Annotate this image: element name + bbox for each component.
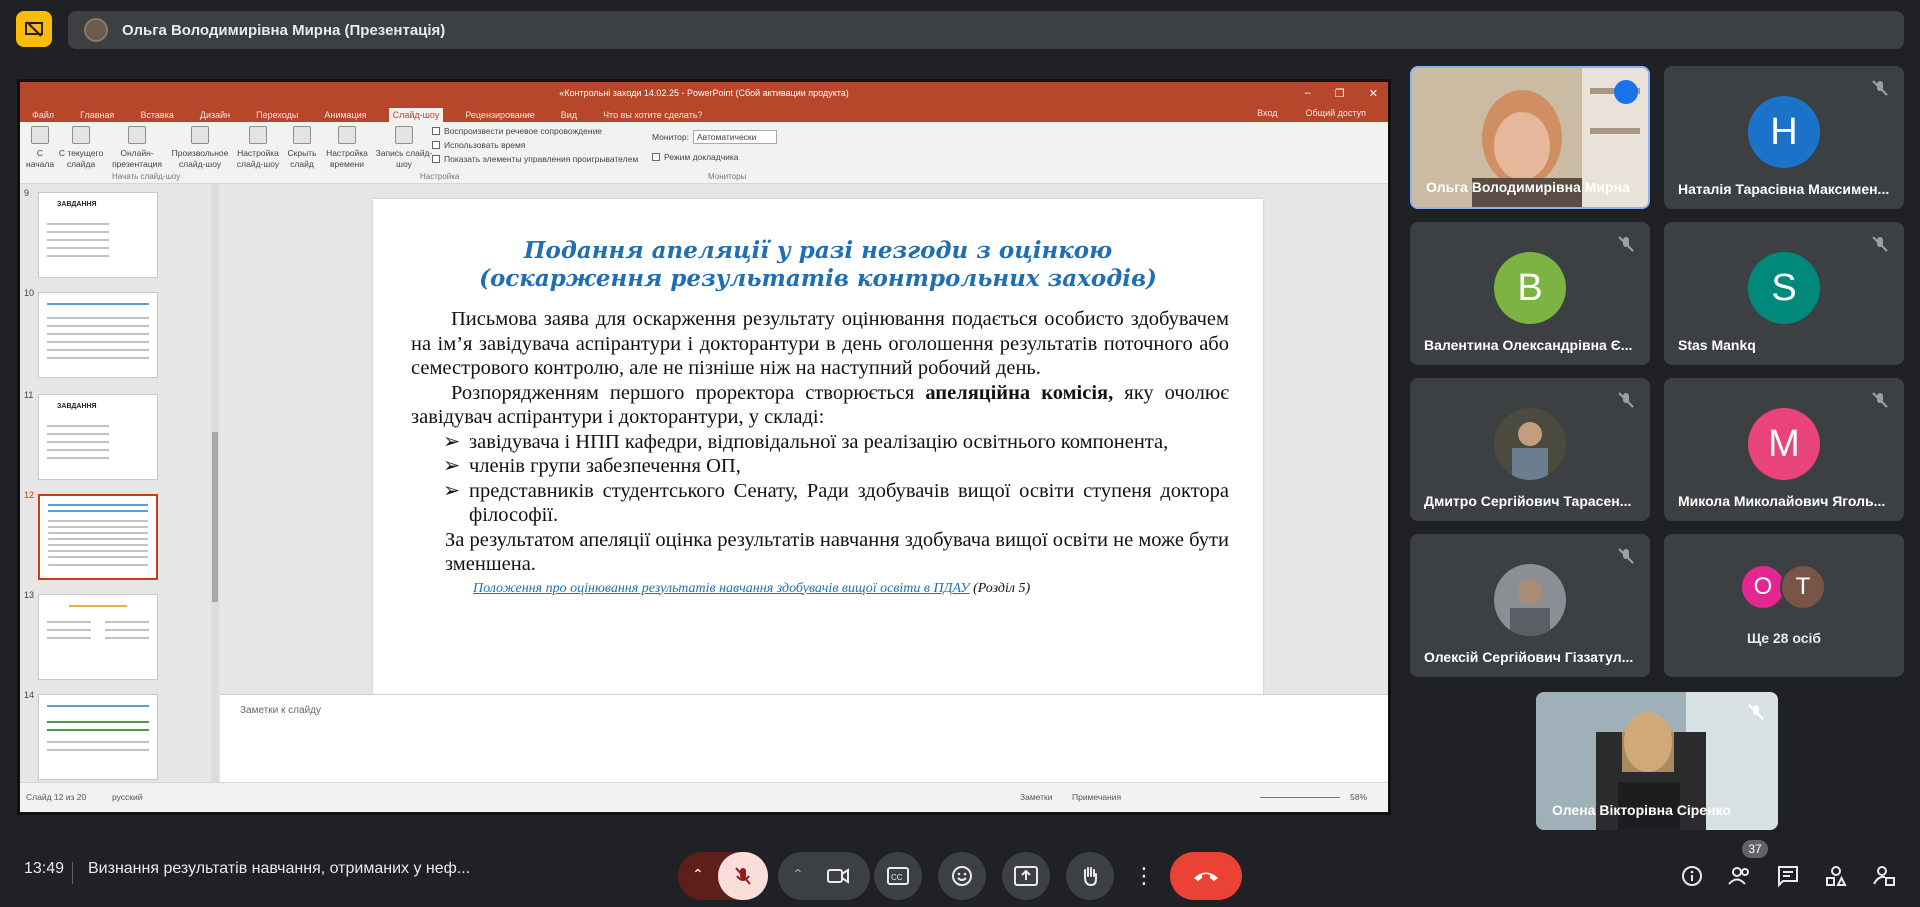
check-media-controls[interactable]: Показать элементы управления проигрывателем — [432, 154, 638, 164]
host-controls-button[interactable] — [1870, 862, 1898, 890]
chevron-up-icon[interactable]: ⌃ — [792, 866, 804, 882]
mic-off-icon — [1870, 390, 1890, 410]
slide-thumb[interactable] — [38, 594, 158, 680]
more-participants-tile[interactable] — [1664, 534, 1904, 677]
slide-thumb[interactable] — [38, 292, 158, 378]
people-icon — [1728, 866, 1752, 886]
current-slide — [373, 199, 1263, 699]
activities-button[interactable] — [1822, 862, 1850, 890]
mic-off-icon — [1870, 234, 1890, 254]
tab-transitions[interactable]: Переходы — [256, 110, 299, 120]
zoom-slider[interactable] — [1260, 797, 1340, 798]
lock-person-icon — [1873, 865, 1895, 887]
top-bar — [0, 0, 1920, 56]
monitor-select[interactable]: Монитор: Автоматически — [652, 130, 777, 144]
slide-title — [373, 237, 1263, 293]
participant-avatar: В — [1494, 252, 1566, 324]
participant-name: Дмитро Сергійович Тарасен... — [1424, 493, 1632, 509]
ribbon-hide-slide[interactable]: Скрыть слайд — [282, 126, 322, 170]
thumb-number: 14 — [24, 690, 35, 700]
tab-view[interactable]: Вид — [560, 110, 578, 120]
present-screen-icon — [1014, 866, 1038, 886]
participant-tile[interactable] — [1410, 378, 1650, 521]
end-call-icon — [1192, 869, 1220, 883]
mic-toggle-button[interactable] — [718, 852, 768, 900]
slide-paragraph-2: Розпорядженням першого проректора створюється апеляційна комісія, яку очолює завідувач аспірантури і докторантури, у складі: — [411, 381, 1229, 428]
tab-design[interactable]: Дизайн — [199, 110, 231, 120]
ppt-ribbon — [20, 122, 1388, 184]
mic-off-icon — [1616, 390, 1636, 410]
participant-avatar: Н — [1748, 96, 1820, 168]
speaking-indicator-icon — [1614, 80, 1638, 104]
slide-thumb-selected[interactable] — [38, 494, 158, 580]
thumbs-scroll-thumb[interactable] — [212, 432, 218, 602]
mic-off-icon — [1746, 702, 1766, 722]
participant-tile[interactable] — [1410, 222, 1650, 365]
presenter-chip[interactable] — [68, 11, 1904, 49]
presenter-label: Ольга Володимирівна Мирна (Презентація) — [122, 21, 446, 39]
ppt-titlebar — [20, 82, 1388, 104]
camera-control-group — [778, 852, 870, 900]
bottom-bar — [0, 840, 1920, 907]
self-name: Олена Вікторівна Сіренко — [1552, 802, 1731, 818]
more-participants-label: Ще 28 осіб — [1746, 630, 1822, 646]
group-setup: Настройка — [420, 172, 460, 181]
check-timings[interactable]: Использовать время — [432, 140, 525, 150]
present-button[interactable] — [1002, 852, 1050, 900]
slide-title-line2: (оскарження результатів контрольних заходів) — [479, 265, 1157, 292]
slide-title-line1: Подання апеляції у разі незгоди з оцінкою — [523, 237, 1113, 264]
slide-paragraph-1: Письмова заява для оскарження результату оцінювання подається особисто здобувачем на ім’я завідувача аспірантури і докторантури в день оголошення результатів поточного або семестрового контролю, але не пізніше ніж на наступний робочий день. — [411, 308, 1229, 379]
bullet-item: ➢ завідувача і НПП кафедри, відповідальної за реалізацію освітнього компонента, — [443, 430, 1169, 453]
more-avatar: T — [1780, 564, 1826, 610]
mic-off-icon — [1616, 546, 1636, 566]
hand-icon — [1079, 865, 1101, 887]
people-button[interactable] — [1726, 862, 1754, 890]
tab-slideshow[interactable]: Слайд-шоу — [389, 108, 444, 122]
participant-name: Олексій Сергійович Гіззатул... — [1424, 649, 1634, 665]
more-avatar: O — [1740, 564, 1786, 610]
thumb-number: 11 — [24, 390, 34, 400]
captions-button[interactable] — [874, 852, 922, 900]
activities-icon — [1825, 865, 1847, 887]
thumb-number: 9 — [24, 188, 30, 198]
participant-tile[interactable] — [1410, 534, 1650, 677]
ribbon-online[interactable]: Онлайн-презентация — [108, 126, 166, 170]
maximize-icon[interactable]: ❐ — [1334, 87, 1345, 100]
leave-call-button[interactable] — [1170, 852, 1242, 900]
clock: 13:49 — [24, 860, 65, 877]
chat-icon — [1777, 865, 1799, 887]
mic-off-icon — [1616, 234, 1636, 254]
participant-tile[interactable] — [1664, 222, 1904, 365]
tell-me-box[interactable]: Что вы хотите сделать? — [603, 110, 703, 120]
presenter-avatar — [84, 18, 108, 42]
participant-name: Наталія Тарасівна Максимен... — [1678, 181, 1890, 197]
notes-pane[interactable] — [220, 694, 1388, 782]
slide-paragraph-3: За результатом апеляції оцінка результатів навчання здобувача вищої освіти не може бути зменшена. — [445, 528, 1229, 575]
captions-icon — [887, 867, 909, 885]
thumb-number: 10 — [24, 288, 35, 298]
minimize-icon[interactable]: – — [1304, 86, 1311, 99]
status-language: русский — [112, 792, 143, 802]
meeting-title: Визнання результатів навчання, отриманих у неф... — [88, 860, 471, 877]
slide-thumb[interactable] — [38, 694, 158, 780]
more-options-button[interactable] — [1130, 852, 1158, 900]
window-controls — [1305, 87, 1378, 100]
participant-avatar: M — [1748, 408, 1820, 480]
ppt-ribbon-tabs — [20, 104, 1388, 122]
people-count-badge: 37 — [1742, 840, 1768, 858]
meeting-details-button[interactable] — [1678, 862, 1706, 890]
close-icon[interactable]: ✕ — [1368, 87, 1378, 100]
slide-thumbnails — [20, 184, 220, 782]
tab-animations[interactable]: Анимация — [324, 110, 367, 120]
slide-body — [411, 307, 1229, 601]
mic-off-icon — [1870, 78, 1890, 98]
participant-tile-speaking[interactable] — [1410, 66, 1650, 209]
notes-placeholder: Заметки к слайду — [240, 705, 321, 716]
camera-icon[interactable] — [826, 865, 850, 887]
tab-file[interactable]: Файл — [32, 110, 55, 120]
slide-thumb[interactable]: ЗАВДАННЯ — [38, 192, 158, 278]
thumb-number: 12 — [24, 490, 35, 500]
group-start: Начать слайд-шоу — [112, 172, 181, 181]
ppt-statusbar — [20, 782, 1388, 812]
share-link[interactable]: Общий доступ — [1305, 108, 1366, 118]
status-comments-button[interactable]: Примечания — [1072, 792, 1122, 802]
slide-thumb[interactable]: ЗАВДАННЯ — [38, 394, 158, 480]
info-icon — [1681, 865, 1703, 887]
reactions-button[interactable] — [938, 852, 986, 900]
status-slide-count: Слайд 12 из 20 — [26, 792, 87, 802]
more-vert-icon: ⋮ — [1133, 863, 1155, 888]
participant-name: Валентина Олександрівна Є... — [1424, 337, 1633, 353]
self-view-tile[interactable] — [1536, 692, 1778, 830]
raise-hand-button[interactable] — [1066, 852, 1114, 900]
reference-link[interactable]: Положення про оцінювання результатів навчання здобувачів вищої освіти в ПДАУ — [473, 580, 970, 596]
participant-name: Микола Миколайович Яголь... — [1678, 493, 1886, 509]
ribbon-rehearse[interactable]: Настройка времени — [322, 126, 372, 170]
divider — [72, 862, 73, 884]
shared-screen — [17, 79, 1391, 815]
ribbon-from-current[interactable]: С текущего слайда — [56, 126, 106, 170]
presentation-icon[interactable] — [16, 11, 52, 47]
svg-text:CC: CC — [891, 873, 903, 882]
bullet-item: ➢ членів групи забезпечення ОП, — [443, 455, 741, 477]
thumb-number: 13 — [24, 590, 35, 600]
check-narration[interactable]: Воспроизвести речевое сопровождение — [432, 126, 602, 136]
status-notes-button[interactable]: Заметки — [1020, 792, 1053, 802]
participant-tile[interactable] — [1664, 378, 1904, 521]
participant-tile[interactable] — [1664, 66, 1904, 209]
mic-control-group — [678, 852, 768, 900]
participant-avatar: S — [1748, 252, 1820, 324]
participant-photo — [1494, 408, 1566, 480]
emoji-icon — [951, 865, 973, 887]
participant-name: Stas Mankq — [1678, 337, 1756, 353]
participant-name: Ольга Володимирівна Мирна — [1426, 179, 1630, 195]
tab-insert[interactable]: Вставка — [140, 110, 174, 120]
ribbon-custom-show[interactable]: Произвольное слайд-шоу — [168, 126, 232, 170]
participant-photo — [1494, 564, 1566, 636]
check-presenter-view[interactable]: Режим докладчика — [652, 152, 739, 162]
tab-home[interactable]: Главная — [80, 110, 115, 120]
bullet-item: ➢ представників студентського Сенату, Ради здобувачів вищої освіти ступеня доктора філософії. — [443, 479, 1229, 526]
tab-review[interactable]: Рецензирование — [465, 110, 535, 120]
ribbon-from-start[interactable]: С начала — [26, 126, 54, 170]
sign-in-link[interactable]: Вход — [1257, 108, 1278, 118]
ribbon-setup-show[interactable]: Настройка слайд-шоу — [234, 126, 282, 170]
chat-button[interactable] — [1774, 862, 1802, 890]
chevron-up-icon[interactable]: ⌃ — [692, 866, 704, 882]
mic-off-icon — [732, 865, 754, 887]
slide-reference: Положення про оцінювання результатів навчання здобувачів вищої освіти в ПДАУ (Розділ 5) — [473, 580, 1031, 596]
group-monitors: Мониторы — [708, 172, 747, 181]
ppt-window-title: «Контрольні заходи 14.02.25 - PowerPoint (Сбой активации продукта) — [559, 88, 849, 98]
ribbon-record[interactable]: Запись слайд-шоу — [372, 126, 436, 170]
status-zoom[interactable]: 58% — [1350, 792, 1368, 802]
